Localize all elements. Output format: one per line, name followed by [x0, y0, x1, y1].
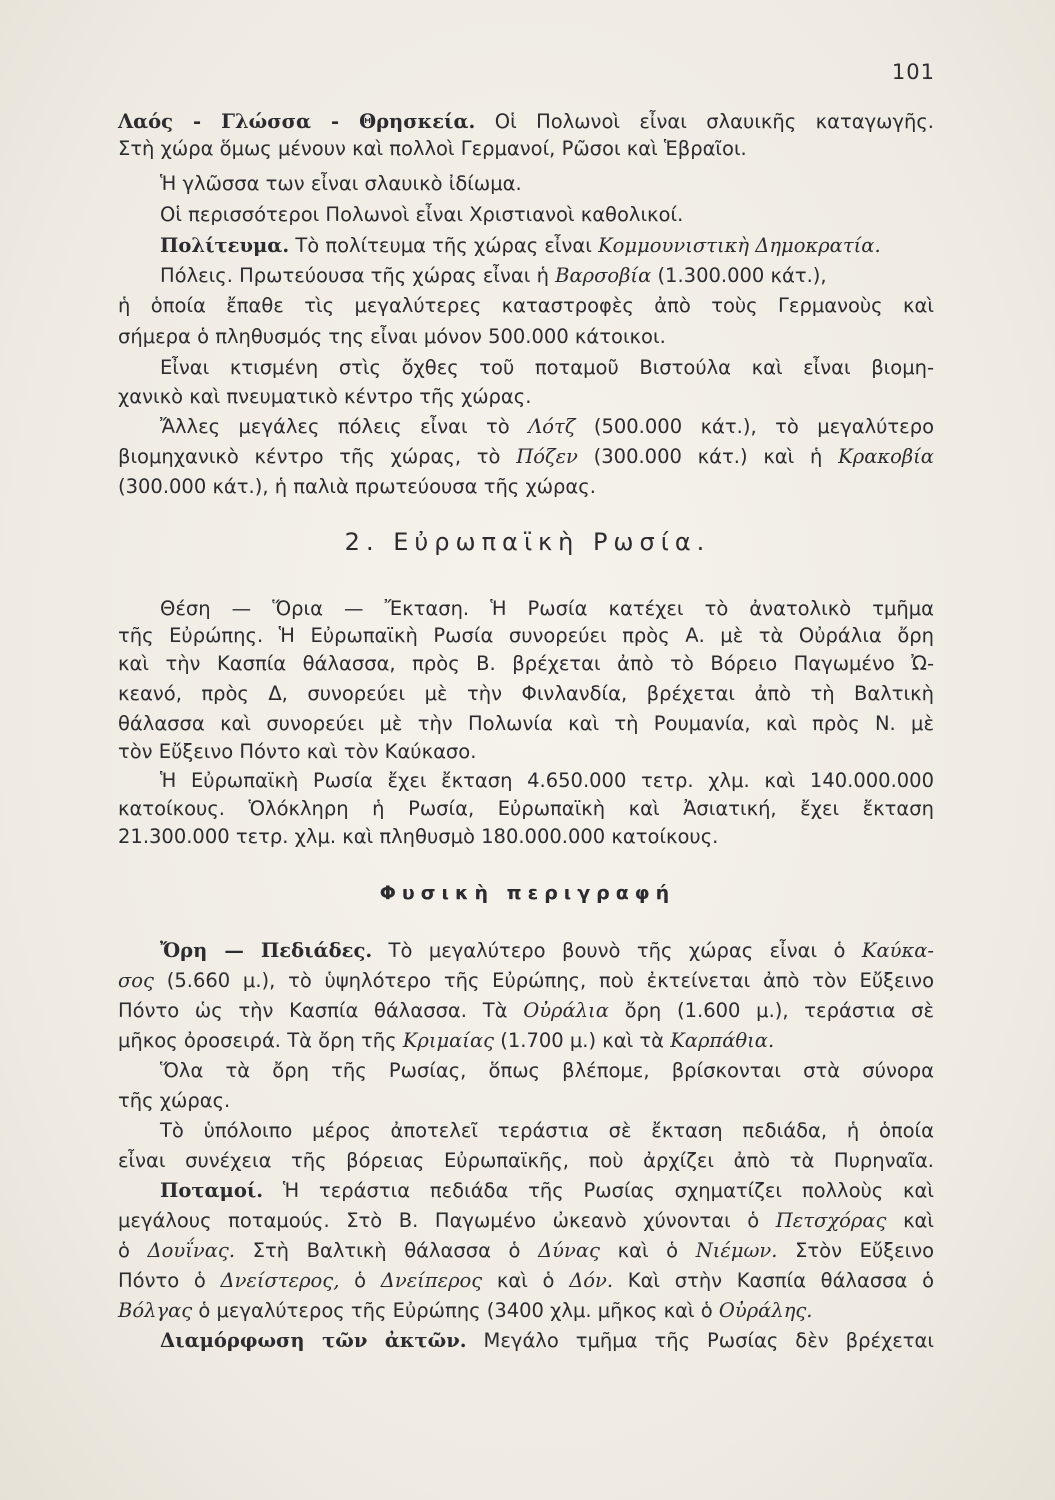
text-segment: Ἄλλες μεγάλες πόλεις εἶναι τὸ [160, 415, 510, 438]
italic-term: Δουΐνας. [147, 1239, 236, 1262]
physical-plain-line-2: εἶναι συνέχεια τῆς βόρειας Εὐρωπαϊκῆς, ποὺ ἀρχίζει ἀπὸ τὰ Πυρηναῖα. [118, 1149, 934, 1172]
italic-term: σος [118, 969, 154, 992]
text-segment: βιομηχανικὸ κέντρο τῆς χώρας, τὸ [118, 445, 501, 468]
text-segment: καὶ ὁ [617, 1239, 679, 1262]
poland-people-line-1 [118, 108, 934, 136]
text-segment: (1.700 μ.) καὶ τὰ [500, 1029, 665, 1052]
text-segment: Ἡ τεράστια πεδιάδα τῆς Ρωσίας σχηματίζει πολλοὺς καὶ [282, 1179, 934, 1202]
italic-term: Δύνας [538, 1239, 600, 1262]
italic-term: Καύκα- [861, 939, 935, 962]
text-segment: Στὴ Βαλτικὴ θάλασσα ὁ [252, 1239, 521, 1262]
physical-rivers-line-3 [118, 1237, 934, 1265]
text-segment: ὄρη (1.600 μ.), τεράστια σὲ [624, 999, 934, 1022]
russia-borders-line-3: καὶ τὴν Κασπία θάλασσα, πρὸς Β. βρέχεται ἀπὸ τὸ Βόρειο Παγωμένο Ὠ- [118, 652, 934, 675]
text-segment: Καὶ στὴν Κασπία θάλασσα ὁ [627, 1269, 935, 1292]
text-segment: (500.000 κάτ.), τὸ μεγαλύτερο [593, 415, 935, 438]
poland-cities-line-2: ἡ ὁποία ἔπαθε τὶς μεγαλύτερες καταστροφὲς ἀπὸ τοὺς Γερμανοὺς καὶ [118, 294, 934, 317]
italic-term: Οὐράλια [523, 999, 609, 1022]
physical-mountains-line-4 [118, 1027, 934, 1055]
poland-other-cities-line-2 [118, 443, 934, 471]
text-segment: ὁ [118, 1239, 130, 1262]
italic-term: Κομμουνιστικὴ Δημοκρατία. [598, 234, 881, 257]
poland-government-line [160, 232, 934, 260]
label-government: Πολίτευμα. [160, 234, 290, 257]
italic-term: Λότζ [528, 415, 576, 438]
text-segment: Τὸ μεγαλύτερο βουνὸ τῆς χώρας εἶναι ὁ [388, 939, 846, 962]
poland-language-line: Ἡ γλῶσσα των εἶναι σλαυικὸ ἰδίωμα. [160, 172, 522, 195]
label-mountains-plains: Ὄρη — Πεδιάδες. [160, 939, 373, 962]
russia-borders-line-4: κεανό, πρὸς Δ, συνορεύει μὲ τὴν Φινλανδία, βρέχεται ἀπὸ τὴ Βαλτικὴ [118, 682, 934, 705]
text-segment: (5.660 μ.), τὸ ὑψηλότερο τῆς Εὐρώπης, ποὺ ἐκτείνεται ἀπὸ τὸν Εὔξεινο [166, 969, 934, 992]
physical-rivers-line-4 [118, 1267, 934, 1295]
physical-mountains-line-3 [118, 997, 934, 1025]
text-segment: καὶ [903, 1209, 935, 1232]
italic-term: Νιέμων. [695, 1239, 778, 1262]
italic-term: Κρακοβία [838, 445, 934, 468]
text-segment: ὁ μεγαλύτερος τῆς Εὐρώπης (3400 χλμ. μῆκος καὶ ὁ [198, 1299, 713, 1322]
russia-borders-line-6: τὸν Εὔξεινο Πόντο καὶ τὸν Καύκασο. [118, 740, 477, 763]
poland-other-cities-line-1 [160, 413, 934, 441]
russia-area-line-3: 21.300.000 τετρ. χλμ. καὶ πληθυσμὸ 180.000.000 κατοίκους. [118, 825, 719, 848]
russia-borders-line-1 [160, 595, 934, 623]
label-rivers: Ποταμοί. [160, 1179, 264, 1202]
physical-rivers-line-1 [160, 1177, 934, 1205]
italic-term: Δνείπερος [380, 1269, 483, 1292]
russia-borders-line-2: τῆς Εὐρώπης. Ἡ Εὐρωπαϊκὴ Ρωσία συνορεύει πρὸς Α. μὲ τὰ Οὐράλια ὄρη [118, 624, 934, 647]
russia-area-line-2: κατοίκους. Ὁλόκληρη ἡ Ρωσία, Εὐρωπαϊκὴ καὶ Ἀσιατική, ἔχει ἔκταση [118, 797, 934, 820]
poland-people-line-2: Στὴ χώρα ὅμως μένουν καὶ πολλοὶ Γερμανοί, Ρῶσοι καὶ Ἑβραῖοι. [118, 137, 747, 160]
italic-term: Πόζεν [516, 445, 578, 468]
russia-area-line-1: Ἡ Εὐρωπαϊκὴ Ρωσία ἔχει ἔκταση 4.650.000 τετρ. χλμ. καὶ 140.000.000 [160, 769, 934, 792]
physical-plain-line-1: Τὸ ὑπόλοιπο μέρος ἀποτελεῖ τεράστια σὲ ἔκταση πεδιάδα, ἡ ὁποία [160, 1119, 934, 1142]
poland-cities-line-3: σήμερα ὁ πληθυσμός της εἶναι μόνον 500.000 κάτοικοι. [118, 325, 666, 348]
italic-term: Βαρσοβία [555, 264, 652, 287]
text-segment: Τὸ πολίτευμα τῆς χώρας εἶναι [295, 234, 592, 257]
text-segment: Ἡ Ρωσία κατέχει τὸ ἀνατολικὸ τμῆμα [490, 597, 934, 620]
physical-mountains-line-1 [160, 937, 934, 965]
italic-term: Πετσχόρας [775, 1209, 887, 1232]
text-segment: μῆκος ὀροσειρά. Τὰ ὄρη τῆς [118, 1029, 397, 1052]
text-segment: μεγάλους ποταμούς. Στὸ Β. Παγωμένο ὠκεανὸ χύνονται ὁ [118, 1209, 760, 1232]
text-segment: Πρωτεύουσα τῆς χώρας εἶναι ἡ [239, 264, 549, 287]
physical-mountains-line-2 [118, 967, 934, 995]
label-cities: Πόλεις. [160, 264, 233, 287]
text-segment: καὶ ὁ [496, 1269, 555, 1292]
physical-borders-line-1: Ὅλα τὰ ὄρη τῆς Ρωσίας, ὅπως βλέπομε, βρίσκονται στὰ σύνορα [160, 1059, 934, 1082]
text-segment: Μεγάλο τμῆμα τῆς Ρωσίας δὲν βρέχεται [483, 1329, 935, 1352]
text-segment: Πόντο ὁ [118, 1269, 206, 1292]
text-segment: Στὸν Εὔξεινο [795, 1239, 935, 1262]
text-segment: Πόντο ὡς τὴν Κασπία θάλασσα. Τὰ [118, 999, 508, 1022]
section-heading-russia: 2. Εὐρωπαϊκὴ Ρωσία. [344, 528, 711, 556]
text-segment: ὁ [354, 1269, 367, 1292]
italic-term: Καρπάθια. [670, 1029, 775, 1052]
text-segment: (300.000 κάτ.) καὶ ἡ [593, 445, 823, 468]
text-segment: Οἱ Πολωνοὶ εἶναι σλαυικῆς καταγωγῆς. [494, 110, 934, 133]
label-position-borders-area: Θέση — Ὅρια — Ἔκταση. [160, 597, 470, 620]
poland-religion-line: Οἱ περισσότεροι Πολωνοὶ εἶναι Χριστιανοὶ καθολικοί. [160, 203, 684, 226]
poland-warsaw-line-1: Εἶναι κτισμένη στὶς ὄχθες τοῦ ποταμοῦ Βιστούλα καὶ εἶναι βιομη- [160, 356, 934, 379]
poland-cities-line-1 [160, 262, 934, 290]
italic-term: Βόλγας [118, 1299, 193, 1322]
physical-rivers-line-2 [118, 1207, 934, 1235]
russia-borders-line-5: θάλασσα καὶ συνορεύει μὲ τὴν Πολωνία καὶ τὴ Ρουμανία, καὶ πρὸς Ν. μὲ [118, 712, 934, 735]
label-people-language-religion: Λαός - Γλώσσα - Θρησκεία. [118, 110, 476, 133]
label-coastline: Διαμόρφωση τῶν ἀκτῶν. [160, 1329, 467, 1352]
text-segment: (1.300.000 κάτ.), [657, 264, 827, 287]
subheading-physical-description: Φυσικὴ περιγραφή [379, 882, 676, 904]
physical-coasts-line-1 [160, 1327, 934, 1355]
italic-term: Δόν. [569, 1269, 614, 1292]
physical-rivers-line-5 [118, 1297, 934, 1325]
page-number: 101 [891, 60, 935, 84]
poland-warsaw-line-2: χανικὸ καὶ πνευματικὸ κέντρο τῆς χώρας. [118, 385, 532, 408]
italic-term: Οὐράλης. [718, 1299, 813, 1322]
poland-other-cities-line-3: (300.000 κάτ.), ἡ παλιὰ πρωτεύουσα τῆς χώρας. [118, 475, 596, 498]
physical-borders-line-2: τῆς χώρας. [118, 1089, 231, 1112]
italic-term: Κριμαίας [402, 1029, 495, 1052]
italic-term: Δνείστερος, [220, 1269, 340, 1292]
